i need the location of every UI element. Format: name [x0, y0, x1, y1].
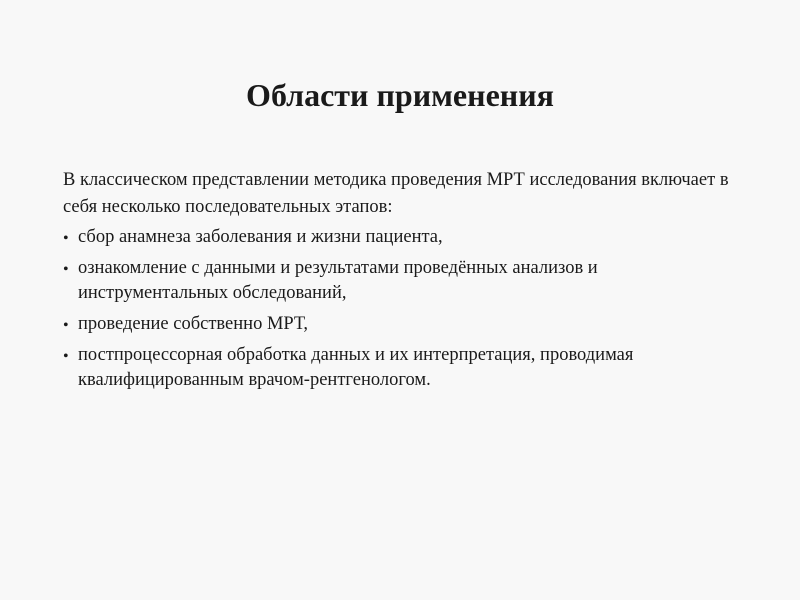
- list-item-text: сбор анамнеза заболевания и жизни пациента,: [78, 227, 443, 247]
- list-item: [63, 312, 743, 337]
- list-item-text: ознакомление с данными и результатами проведённых анализов и инструментальных обследований,: [78, 258, 598, 303]
- bullet-icon: •: [63, 261, 69, 278]
- bullet-list: [63, 225, 743, 393]
- list-item: [63, 256, 743, 306]
- list-item: [63, 225, 743, 250]
- bullet-icon: •: [63, 230, 69, 247]
- list-item-text: постпроцессорная обработка данных и их интерпретация, проводимая квалифицированным врачом-рентгенологом.: [78, 345, 634, 390]
- bullet-icon: •: [63, 317, 69, 334]
- list-item: [63, 343, 743, 393]
- slide-title: Области применения: [246, 77, 554, 113]
- intro-paragraph: В классическом представлении методика проведения МРТ исследования включает в себя несколько последовательных этапов:: [63, 170, 729, 217]
- list-item-text: проведение собственно МРТ,: [78, 314, 308, 334]
- slide-body: [63, 167, 743, 399]
- bullet-icon: •: [63, 348, 69, 365]
